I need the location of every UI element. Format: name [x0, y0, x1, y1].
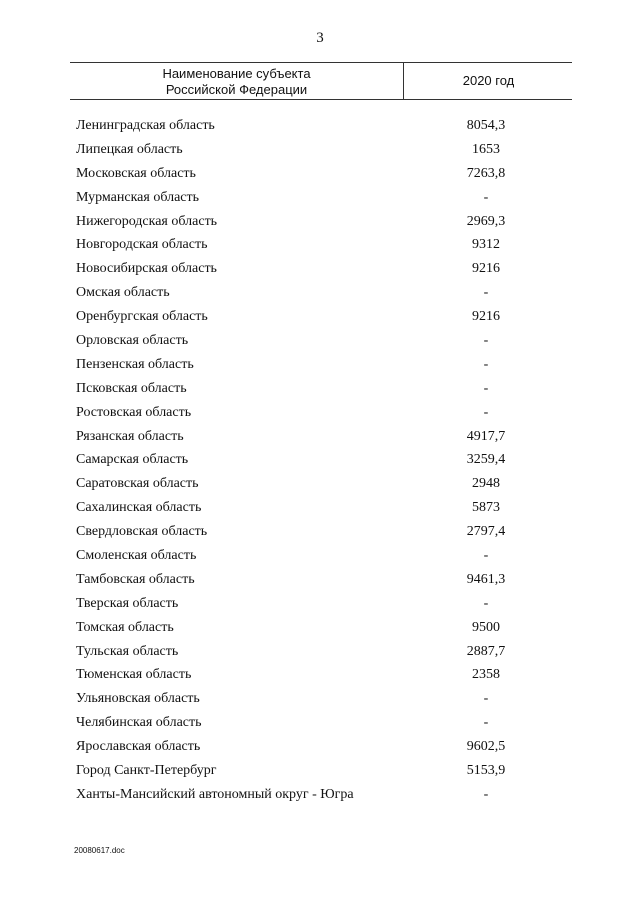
table-row	[76, 520, 572, 544]
region-value: -	[483, 380, 489, 396]
region-name: Тверская область	[76, 595, 179, 611]
region-name: Саратовская область	[76, 476, 199, 492]
region-value: -	[483, 715, 489, 731]
region-name: Липецкая область	[76, 141, 183, 157]
table-row	[76, 138, 572, 162]
table-row	[76, 186, 572, 210]
region-name: Рязанская область	[76, 428, 184, 444]
table-row	[76, 401, 572, 425]
table-row	[76, 114, 572, 138]
region-name: Свердловская область	[76, 524, 208, 540]
table-row	[76, 592, 572, 616]
table-row	[76, 448, 572, 472]
region-name: Ростовская область	[76, 404, 192, 420]
table-row	[76, 305, 572, 329]
region-value: -	[483, 333, 489, 349]
table-row	[76, 687, 572, 711]
table-row	[76, 329, 572, 353]
region-value: 5153,9	[466, 763, 506, 779]
region-value: 9216	[472, 309, 500, 325]
page-number: 3	[316, 30, 324, 46]
table-row	[76, 425, 572, 449]
region-value: -	[483, 356, 489, 372]
header-year: 2020 год	[462, 73, 515, 88]
table-row	[76, 377, 572, 401]
table-row	[76, 783, 572, 807]
region-name: Оренбургская область	[76, 309, 208, 325]
region-name: Самарская область	[76, 452, 189, 468]
region-name: Челябинская область	[76, 715, 202, 731]
region-name: Томская область	[76, 619, 174, 635]
region-value: 9216	[472, 261, 500, 277]
region-value: 2948	[472, 476, 500, 492]
region-name: Новгородская область	[76, 237, 208, 253]
footer-filename: 20080617.doc	[74, 846, 125, 855]
table-row	[76, 568, 572, 592]
region-value: 2358	[472, 667, 500, 683]
region-name: Ханты-Мансийский автономный округ - Югра	[76, 786, 354, 802]
table-row	[76, 496, 572, 520]
region-value: 2887,7	[466, 643, 506, 659]
region-value: 9500	[472, 619, 500, 635]
region-name: Ярославская область	[76, 739, 201, 755]
region-name: Ульяновская область	[76, 691, 200, 707]
table-row	[76, 257, 572, 281]
region-name: Тульская область	[76, 643, 179, 659]
table-row	[76, 663, 572, 687]
region-name: Город Санкт-Петербург	[76, 763, 217, 779]
region-value: -	[483, 404, 489, 420]
region-value: 9602,5	[466, 739, 506, 755]
table-row	[76, 735, 572, 759]
table-row	[76, 544, 572, 568]
table-row	[76, 616, 572, 640]
region-value: 3259,4	[466, 452, 506, 468]
region-name: Пензенская область	[76, 356, 194, 372]
region-value: 2969,3	[466, 213, 506, 229]
region-value: 9312	[472, 237, 500, 253]
region-name: Омская область	[76, 285, 170, 301]
table-row	[76, 353, 572, 377]
region-value: -	[483, 691, 489, 707]
region-name: Орловская область	[76, 333, 189, 349]
region-name: Тюменская область	[76, 667, 192, 683]
table-row	[76, 233, 572, 257]
region-name: Мурманская область	[76, 189, 200, 205]
table-body	[76, 114, 572, 807]
region-name: Сахалинская область	[76, 500, 202, 516]
region-value: -	[483, 548, 489, 564]
region-name: Московская область	[76, 165, 196, 181]
table-row	[76, 281, 572, 305]
region-value: 5873	[472, 500, 500, 516]
header-region-name-line2: Российской Федерации	[165, 82, 308, 97]
header-region-name	[70, 63, 404, 99]
region-value: 4917,7	[466, 428, 506, 444]
region-value: 7263,8	[466, 165, 506, 181]
region-name: Нижегородская область	[76, 213, 218, 229]
region-name: Смоленская область	[76, 548, 197, 564]
table-row	[76, 210, 572, 234]
region-value: 8054,3	[466, 118, 506, 133]
region-name: Псковская область	[76, 380, 187, 396]
table-row	[76, 711, 572, 735]
region-name: Новосибирская область	[76, 261, 217, 277]
region-value: -	[483, 189, 489, 205]
region-name: Тамбовская область	[76, 571, 195, 587]
table-row	[76, 472, 572, 496]
table-row	[76, 759, 572, 783]
region-name: Ленинградская область	[76, 118, 215, 133]
region-value: -	[483, 285, 489, 301]
region-value: -	[483, 595, 489, 611]
table-row	[76, 640, 572, 664]
table-header	[70, 62, 572, 100]
region-value: 9461,3	[466, 571, 506, 587]
region-value: -	[483, 786, 489, 802]
region-value: 2797,4	[466, 524, 506, 540]
table-row	[76, 162, 572, 186]
region-value: 1653	[472, 141, 500, 157]
header-region-name-line1: Наименование субъекта	[162, 66, 311, 81]
